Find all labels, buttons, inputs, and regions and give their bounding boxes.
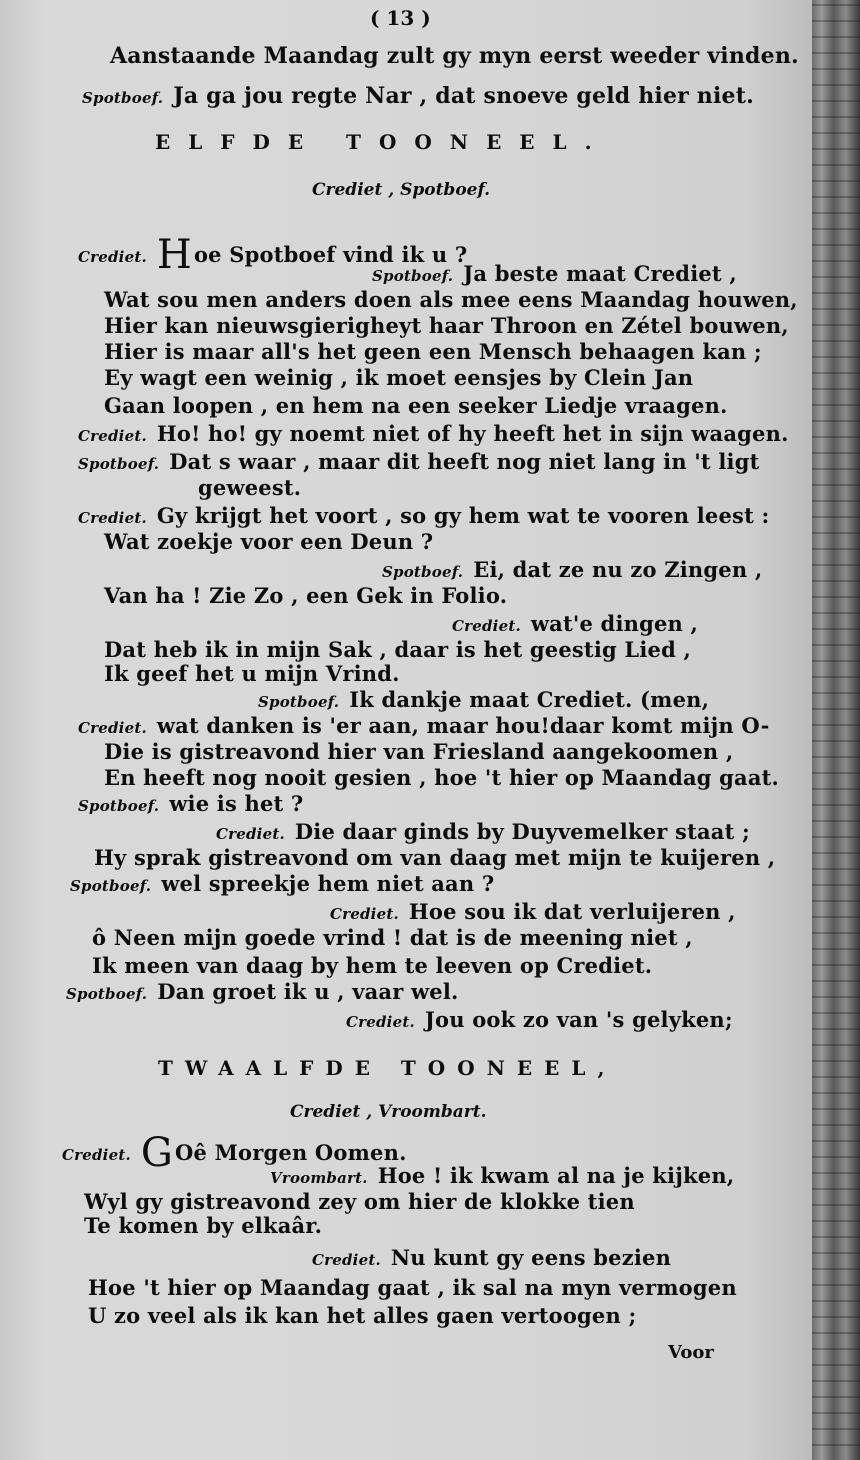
scene-cast: Crediet , Vroombart.	[290, 1102, 487, 1122]
text-line: Ey wagt een weinig , ik moet eensjes by Clein Jan	[104, 365, 694, 390]
speaker-label: Crediet.	[312, 1251, 381, 1269]
text-line: Crediet. wat danken is 'er aan, maar hou!daar komt mijn O-	[78, 713, 770, 738]
text-line: Crediet. GOê Morgen Oomen.	[62, 1130, 407, 1176]
text-line: U zo veel als ik kan het alles gaen vertoogen ;	[88, 1303, 637, 1328]
speaker-label: Spotboef.	[382, 563, 464, 581]
speaker-label: Spotboef.	[78, 797, 160, 815]
speaker-label: Spotboef.	[82, 89, 164, 107]
speaker-label: Crediet.	[78, 719, 147, 737]
speaker-label: Spotboef.	[66, 985, 148, 1003]
text-line: Spotboef. wie is het ?	[78, 791, 304, 816]
text-line: Crediet. Jou ook zo van 's gelyken;	[346, 1007, 733, 1032]
text-line: Crediet. Gy krijgt het voort , so gy hem wat te vooren leest :	[78, 503, 770, 528]
text-line: Hier kan nieuwsgierigheyt haar Throon en Zétel bouwen,	[104, 313, 789, 338]
text-line: Crediet. Die daar ginds by Duyvemelker staat ;	[216, 819, 750, 844]
catchword: Voor	[668, 1342, 714, 1363]
speaker-label: Crediet.	[452, 617, 521, 635]
text-line: Spotboef. wel spreekje hem niet aan ?	[70, 871, 495, 896]
text-line: Spotboef. Dat s waar , maar dit heeft nog niet lang in 't ligt	[78, 449, 760, 474]
text-line: Crediet. wat'e dingen ,	[452, 611, 699, 636]
text-line: Ik meen van daag by hem te leeven op Crediet.	[92, 953, 653, 978]
text-line: Crediet. Ho! ho! gy noemt niet of hy heeft het in sijn waagen.	[78, 421, 789, 446]
speaker-label: Crediet.	[216, 825, 285, 843]
page-edge-texture	[812, 0, 860, 1460]
text-line: Crediet. Hoe sou ik dat verluijeren ,	[330, 899, 736, 924]
speaker-label: Crediet.	[62, 1146, 131, 1164]
text-line: Hier is maar all's het geen een Mensch behaagen kan ;	[104, 339, 762, 364]
text-line: En heeft nog nooit gesien , hoe 't hier op Maandag gaat.	[104, 765, 780, 790]
drop-capital: H	[156, 232, 192, 278]
scene-cast: Crediet , Spotboef.	[312, 180, 491, 200]
text-line: Ik geef het u mijn Vrind.	[104, 661, 400, 686]
text-line: ô Neen mijn goede vrind ! dat is de meening niet ,	[92, 925, 693, 950]
text-line: Wat sou men anders doen als mee eens Maandag houwen,	[104, 287, 798, 312]
text-line: Van ha ! Zie Zo , een Gek in Folio.	[104, 583, 508, 608]
page-edge-stack	[812, 0, 860, 1460]
speaker-label: Spotboef.	[258, 693, 340, 711]
text-line: Spotboef. Ja beste maat Crediet ,	[372, 261, 737, 286]
speaker-label: Crediet.	[78, 427, 147, 445]
text-line: Spotboef. Ei, dat ze nu zo Zingen ,	[382, 557, 763, 582]
speaker-label: Spotboef.	[372, 267, 454, 285]
page-number: ( 13 )	[370, 6, 431, 30]
scene-title: ELFDE TOONEEL.	[155, 130, 610, 154]
speaker-label: Spotboef.	[78, 455, 160, 473]
text-line: geweest.	[198, 475, 302, 500]
text-line: Die is gistreavond hier van Friesland aangekoomen ,	[104, 739, 734, 764]
text-line: Te komen by elkaâr.	[84, 1213, 323, 1238]
text-line: Crediet. Hoe Spotboef vind ik u ?	[78, 232, 468, 278]
text-line: Gaan loopen , en hem na een seeker Liedje vraagen.	[104, 393, 728, 418]
drop-capital: G	[140, 1130, 174, 1176]
speaker-label: Crediet.	[78, 248, 147, 266]
speaker-label: Crediet.	[346, 1013, 415, 1031]
text-line: Hy sprak gistreavond om van daag met mijn te kuijeren ,	[94, 845, 776, 870]
scene-title: TWAALFDE TOONEEL,	[158, 1056, 617, 1080]
text-line: Spotboef. Dan groet ik u , vaar wel.	[66, 979, 459, 1004]
text-line: Aanstaande Maandag zult gy myn eerst weeder vinden.	[110, 43, 799, 69]
text-line: Wat zoekje voor een Deun ?	[104, 529, 434, 554]
text-line: Vroombart. Hoe ! ik kwam al na je kijken,	[270, 1163, 735, 1188]
text-line: Dat heb ik in mijn Sak , daar is het geestig Lied ,	[104, 637, 692, 662]
speaker-label: Crediet.	[78, 509, 147, 527]
text-line: Hoe 't hier op Maandag gaat , ik sal na myn vermogen	[88, 1275, 737, 1300]
text-line: Spotboef. Ik dankje maat Crediet. (men,	[258, 687, 710, 712]
text-line: Spotboef. Ja ga jou regte Nar , dat snoeve geld hier niet.	[82, 83, 754, 109]
speaker-label: Crediet.	[330, 905, 399, 923]
speaker-label: Spotboef.	[70, 877, 152, 895]
text-line: Wyl gy gistreavond zey om hier de klokke tien	[84, 1189, 635, 1214]
speaker-label: Vroombart.	[270, 1169, 368, 1187]
text-line: Crediet. Nu kunt gy eens bezien	[312, 1245, 672, 1270]
